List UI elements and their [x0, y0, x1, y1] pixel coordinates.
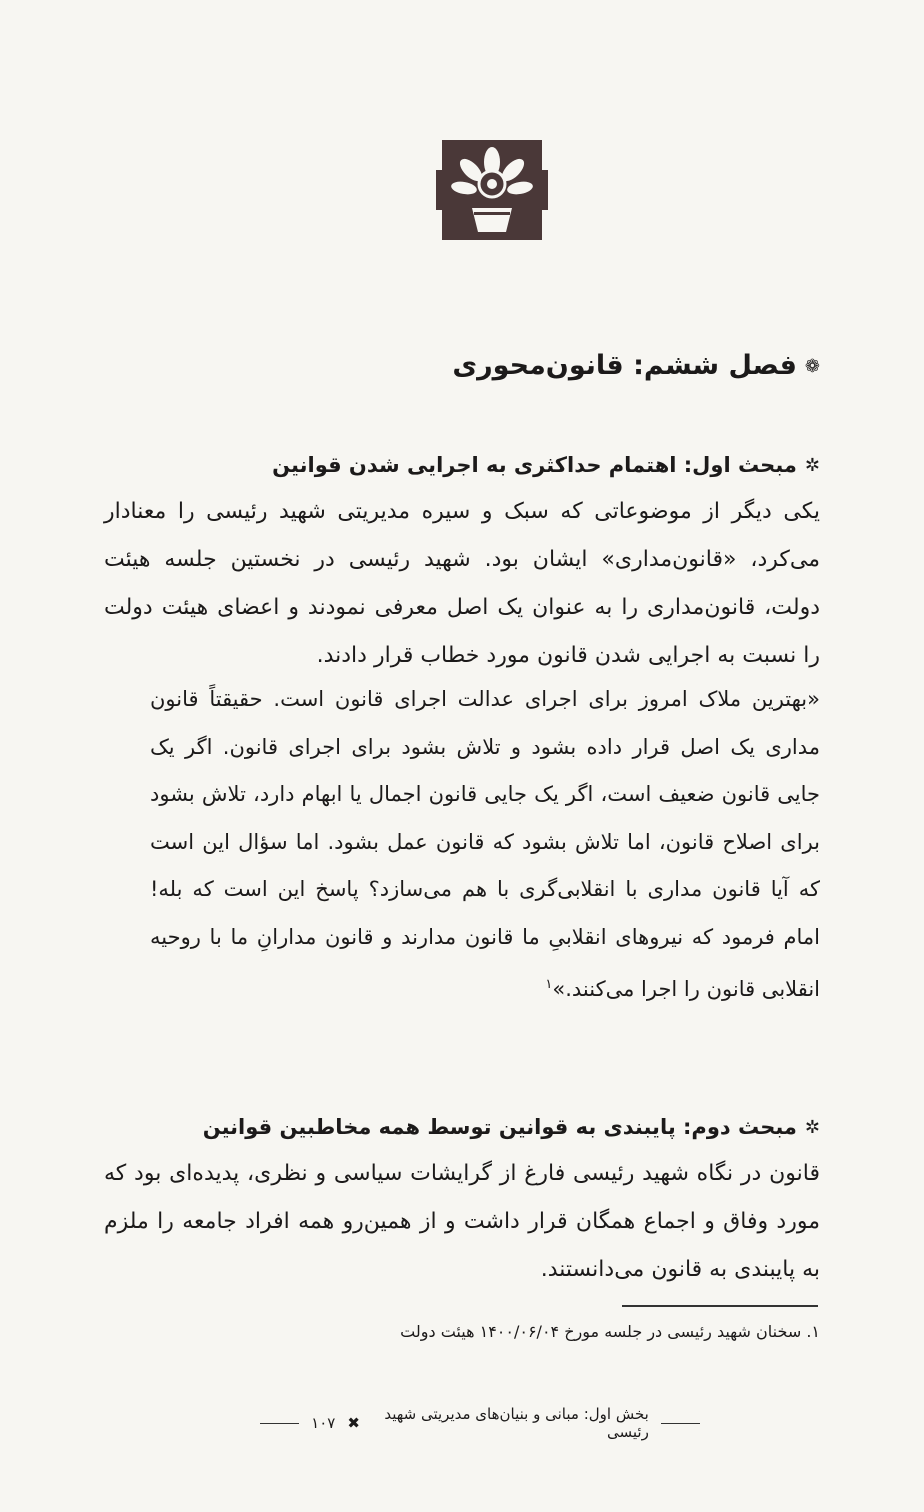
section-1-heading	[100, 448, 820, 483]
footnote: ۱. سخنان شهید رئیسی در جلسه مورخ ۱۴۰۰/۰۶/۰۴ هیئت دولت	[400, 1322, 820, 1341]
footer-line-left	[260, 1423, 299, 1424]
page-number: ۱۰۷	[311, 1414, 336, 1432]
footnote-divider	[622, 1305, 818, 1307]
footnote-marker[interactable]: ۱	[545, 977, 553, 992]
section-1-body: یکی دیگر از موضوعاتی که سبک و سیره مدیریتی شهید رئیسی را معنادار می‌کرد، «قانون‌مداری» ایشان بود. شهید رئیسی در نخستین جلسه هیئت دولت، قانون‌مداری را به عنوان یک اصل معرفی نمودند و اعضای هیئت دولت را نسبت به اجرایی شدن قانون مورد خطاب قرار دادند.	[104, 499, 820, 668]
chapter-title-text: فصل ششم: قانون‌محوری	[452, 350, 797, 381]
footer-section-title: بخش اول: مبانی و بنیان‌های مدیریتی شهید رئیسی	[384, 1405, 649, 1441]
quote-text: «بهترین ملاک امروز برای اجرای عدالت اجرای قانون است. حقیقتاً قانون مداری یک اصل قرار داده بشود و تلاش بشود برای اجرای قانون. اگر یک جایی قانون ضعیف است، اگر یک جایی قانون اجمال یا ابهام دارد، تلاش بشود برای اصلاح قانون، اما تلاش بشود که قانون عمل بشود. اما سؤال این است که آیا قانون مداری با انقلابی‌گری با هم می‌سازد؟ پاسخ این است که بله! امام فرمود که نیروهای انقلابیِ ما قانون مدارند و قانون مدارانِ ما با روحیه انقلابی قانون را اجرا می‌کنند.»	[150, 687, 820, 1001]
chapter-title	[220, 346, 820, 387]
section-2-heading	[100, 1110, 820, 1145]
footer-line-right	[661, 1423, 700, 1424]
section-1-quote	[150, 676, 820, 1014]
section-2-heading-text: مبحث دوم: پایبندی به قوانین توسط همه مخاطبین قوانین	[202, 1115, 797, 1139]
flower-bullet-icon: ❁	[804, 355, 820, 377]
section-2-body: قانون در نگاه شهید رئیسی فارغ از گرایشات سیاسی و نظری، پدیده‌ای بود که مورد وفاق و اجماع همگان قرار داشت و از همین‌رو همه افراد جامعه را ملزم به پایبندی به قانون می‌دانستند.	[104, 1161, 820, 1282]
star-bullet-icon: ✲	[804, 455, 820, 476]
flower-vase-emblem-icon	[436, 140, 548, 240]
star-bullet-icon: ✲	[804, 1117, 820, 1138]
page-footer	[260, 1405, 700, 1441]
footer-separator-icon: ✖	[347, 1414, 360, 1432]
section-1-heading-text: مبحث اول: اهتمام حداکثری به اجرایی شدن قوانین	[272, 453, 797, 477]
